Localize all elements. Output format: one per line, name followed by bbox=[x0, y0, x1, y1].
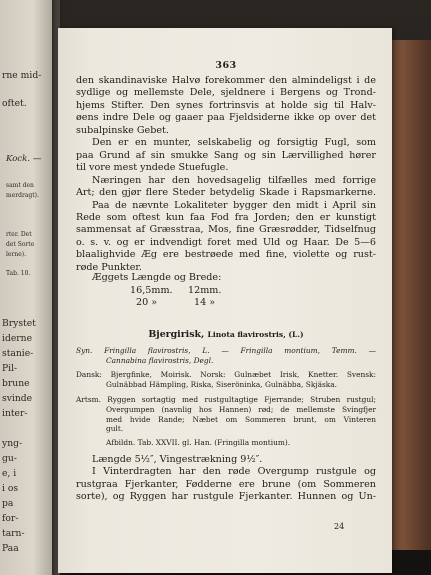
species-heading bbox=[76, 329, 376, 340]
egg-length-value: 20 » bbox=[136, 297, 158, 308]
names-line: Dansk: Bjergfinke, Moirisk. Norsk: Gulnæbet Irisk, Knetter. Svensk: bbox=[76, 370, 376, 379]
text-line: Rede som oftest kun faa Fod fra Jorden; den er kunstigt bbox=[76, 211, 376, 223]
text-line: Art; den gjør flere Steder betydelig Skade i Rapsmarkerne. bbox=[76, 187, 376, 199]
left-fragment: e, i bbox=[2, 468, 17, 479]
text-line: sydlige og mellemste Dele, sjeldnere i Bergens og Trond- bbox=[76, 87, 376, 99]
left-fragment: Kock. — bbox=[6, 154, 42, 164]
text-line: sammensat af Græsstraa, Mos, fine Græsrødder, Tidselfnug bbox=[76, 224, 376, 236]
text-line: Paa de nævnte Lokaliteter bygger den midt i April sin bbox=[92, 199, 376, 211]
left-fragment: rne mid- bbox=[2, 70, 42, 81]
text-line: sorte), og Ryggen har rustgule Fjerkanter. Hunnen og Un- bbox=[76, 491, 376, 503]
names-line: Gulnäbbad Hämpling, Riska, Siseröninka, Gulnäbba, Skjäska. bbox=[106, 379, 338, 389]
signature-mark: 24 bbox=[334, 522, 345, 531]
left-fragment: Brystet bbox=[2, 318, 36, 329]
left-fragment: Pil- bbox=[2, 363, 18, 374]
egg-breadth-value: 14 » bbox=[194, 297, 216, 308]
main-text bbox=[76, 75, 376, 274]
measurements-and-plumage bbox=[76, 454, 376, 504]
left-fragment: for- bbox=[2, 513, 19, 524]
text-line: til vore mest yndede Stuefugle. bbox=[76, 162, 229, 174]
left-fragment: merdragt). bbox=[6, 192, 39, 199]
text-line: Næringen har den hovedsagelig tilfælles med forrige bbox=[92, 174, 376, 186]
left-facing-page bbox=[0, 0, 60, 575]
left-fragment: rter. Det bbox=[6, 231, 32, 238]
text-line: hjems Stifter. Den synes fortrinsvis at holde sig til Halv- bbox=[76, 99, 376, 111]
left-fragment: Tab. 10. bbox=[6, 270, 31, 277]
illustration-reference bbox=[76, 438, 376, 448]
artsm-line: med hvide Rande; Næbet om Sommeren brunt, om Vinteren bbox=[106, 414, 376, 424]
species-characteristics bbox=[76, 395, 376, 434]
artsm-line: Overgumpen (navnlig hos Hannen) rød; de mellemste Svingfjer bbox=[106, 404, 376, 414]
left-fragment: tarn- bbox=[2, 528, 25, 539]
synonym-line: Syn. Fringilla flavirostris, L. — Fringilla montium, Temm. — bbox=[76, 346, 376, 355]
artsm-line: gult. bbox=[106, 424, 124, 434]
left-fragment: stanie- bbox=[2, 348, 34, 359]
afbildn-line: Afbildn. Tab. XXVII. gl. Han. (Fringilla montium). bbox=[106, 438, 291, 447]
text-line: Længde 5½″, Vingestrækning 9½″. bbox=[92, 454, 263, 465]
text-line: o. s. v. og er indvendigt foret med Uld og Haar. De 5—6 bbox=[76, 236, 376, 248]
page-number: 363 bbox=[215, 60, 237, 71]
left-fragment: iderne bbox=[2, 333, 33, 344]
left-fragment: pa bbox=[2, 498, 14, 509]
text-line: rustgraa Fjerkanter, Fødderne ere brune (om Sommeren bbox=[76, 478, 376, 490]
species-title: Bjergirisk, bbox=[148, 329, 205, 340]
vernacular-names bbox=[76, 370, 376, 390]
left-fragment: svinde bbox=[2, 393, 33, 404]
left-fragment: oftet. bbox=[2, 98, 27, 109]
text-line: blaalighvide Æg ere bestrøede med fine, violette og rust- bbox=[76, 249, 376, 261]
egg-breadth-value: 12mm. bbox=[188, 284, 222, 296]
left-fragment: i os bbox=[2, 483, 19, 494]
text-line: røde Punkter. bbox=[76, 261, 142, 273]
text-line: øens indre Dele og gaaer paa Fjeldsiderne ikke op over det bbox=[76, 112, 376, 124]
species-latin-name: Linota flavirostris, (L.) bbox=[207, 330, 304, 339]
egg-label: Æggets Længde og Brede: bbox=[92, 272, 222, 283]
left-fragment: inter- bbox=[2, 408, 28, 419]
left-fragment: samt den bbox=[6, 182, 34, 189]
left-fragment: Paa bbox=[2, 543, 19, 554]
book-page bbox=[58, 28, 392, 573]
egg-length-value: 16,5mm. bbox=[130, 284, 173, 296]
egg-measurements bbox=[76, 272, 376, 310]
text-line: Den er en munter, selskabelig og forsigtig Fugl, som bbox=[92, 137, 376, 149]
left-fragment: brune bbox=[2, 378, 30, 389]
species-synonyms bbox=[76, 346, 376, 366]
text-line: I Vinterdragten har den røde Overgump rustgule og bbox=[92, 466, 376, 478]
synonym-line: Cannabina flavirostris, Degl. bbox=[106, 355, 214, 365]
left-fragment: lerne). bbox=[6, 251, 27, 258]
artsm-line: Artsm. Ryggen sortagtig med rustgultagtige Fjerrande; Struben rustgul; bbox=[76, 395, 376, 404]
text-line: paa Grund af sin smukke Sang og sin Lærvillighed hører bbox=[76, 149, 376, 161]
text-line: den skandinaviske Halvø forekommer den almindeligst i de bbox=[76, 75, 376, 86]
text-line: subalpinske Gebet. bbox=[76, 124, 169, 136]
left-fragment: yng- bbox=[2, 438, 23, 449]
left-fragment: gu- bbox=[2, 453, 17, 464]
left-fragment: det Sorte bbox=[6, 241, 35, 248]
